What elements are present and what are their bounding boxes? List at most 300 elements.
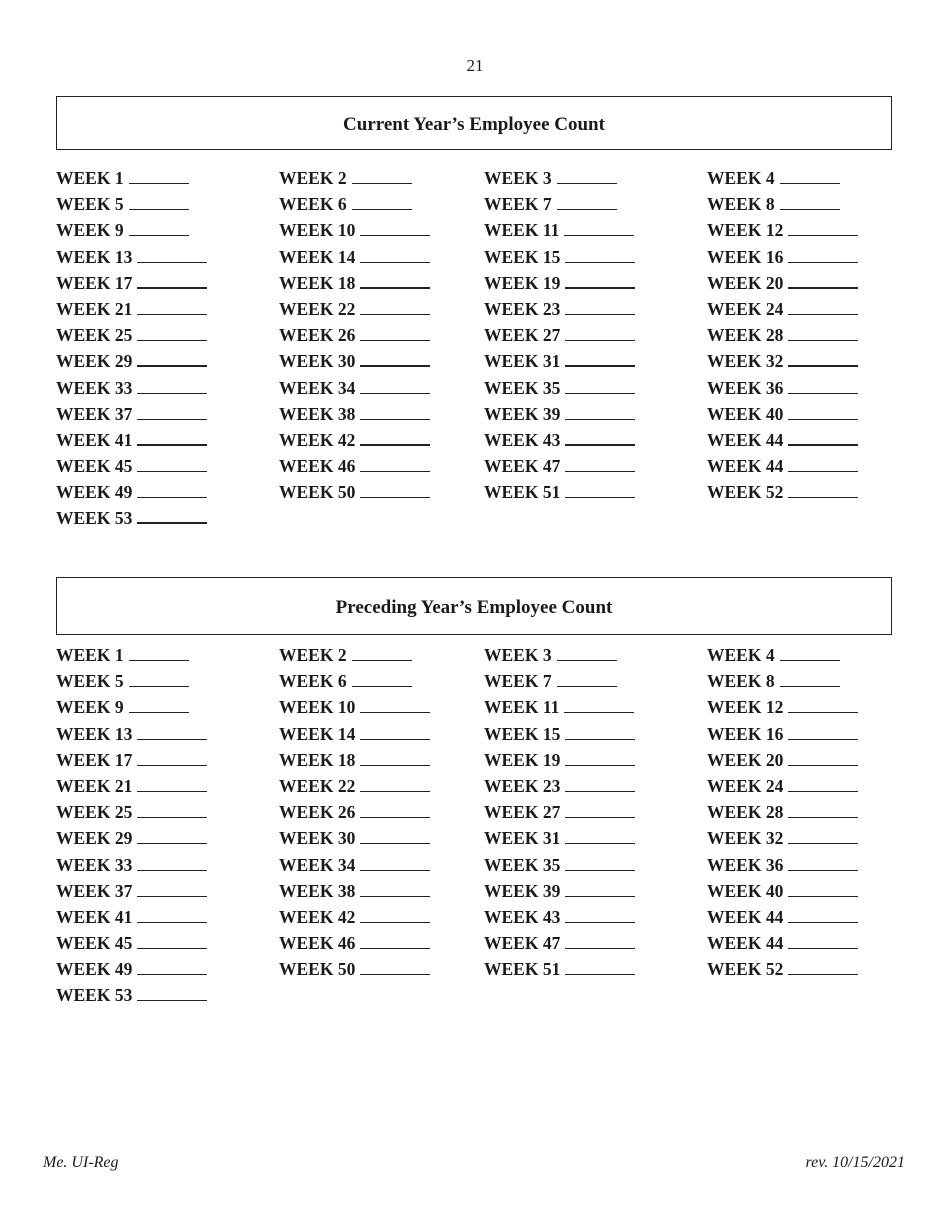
week-count-blank-line[interactable]	[565, 921, 635, 923]
week-label: WEEK 49	[56, 959, 133, 980]
week-count-blank-line[interactable]	[788, 364, 858, 367]
week-count-blank-line[interactable]	[352, 182, 412, 184]
week-label: WEEK 20	[707, 749, 784, 770]
week-label: WEEK 27	[484, 802, 561, 823]
week-entry	[56, 749, 207, 771]
week-label: WEEK 12	[707, 697, 784, 718]
week-row	[56, 377, 936, 403]
week-entry	[56, 507, 207, 529]
week-label: WEEK 26	[279, 802, 356, 823]
week-entry	[707, 298, 858, 320]
week-label: WEEK 33	[56, 377, 133, 398]
week-entry	[707, 193, 840, 215]
form-id-footer: Me. UI-Reg	[43, 1154, 119, 1171]
week-label: WEEK 1	[56, 645, 124, 665]
week-entry	[707, 696, 858, 718]
week-count-blank-line[interactable]	[129, 208, 189, 210]
week-entry	[707, 403, 858, 425]
week-label: WEEK 19	[484, 749, 561, 770]
week-count-blank-line[interactable]	[137, 764, 207, 766]
week-label: WEEK 42	[279, 429, 356, 450]
week-count-blank-line[interactable]	[780, 208, 840, 210]
week-count-blank-line[interactable]	[565, 869, 635, 871]
week-label: WEEK 39	[484, 403, 561, 424]
week-count-blank-line[interactable]	[360, 364, 430, 367]
week-row	[56, 932, 936, 958]
week-label: WEEK 19	[484, 272, 561, 293]
week-entry	[56, 377, 207, 399]
week-row	[56, 298, 936, 324]
week-label: WEEK 46	[279, 456, 356, 477]
week-entry	[279, 377, 430, 399]
week-entry	[484, 219, 634, 241]
week-label: WEEK 13	[56, 246, 133, 267]
week-count-blank-line[interactable]	[360, 738, 430, 740]
week-entry	[707, 854, 858, 876]
week-count-blank-line[interactable]	[788, 790, 858, 792]
week-entry	[56, 644, 189, 666]
week-count-blank-line[interactable]	[788, 816, 858, 818]
week-entry	[707, 481, 858, 503]
week-entry	[279, 350, 430, 372]
week-count-blank-line[interactable]	[788, 947, 858, 949]
week-count-blank-line[interactable]	[360, 895, 430, 897]
week-count-blank-line[interactable]	[137, 921, 207, 923]
week-label: WEEK 39	[484, 880, 561, 901]
week-label: WEEK 40	[707, 880, 784, 901]
current-year-week-grid	[56, 167, 936, 534]
week-entry	[56, 854, 207, 876]
week-label: WEEK 36	[707, 854, 784, 875]
week-label: WEEK 32	[707, 351, 784, 372]
week-count-blank-line[interactable]	[565, 790, 635, 792]
week-label: WEEK 10	[279, 220, 356, 241]
week-entry	[707, 272, 858, 294]
week-label: WEEK 16	[707, 246, 784, 267]
week-count-blank-line[interactable]	[129, 685, 189, 687]
week-count-blank-line[interactable]	[137, 418, 207, 420]
week-label: WEEK 49	[56, 482, 133, 503]
week-count-blank-line[interactable]	[137, 738, 207, 740]
week-entry	[56, 193, 189, 215]
week-row	[56, 455, 936, 481]
week-label: WEEK 21	[56, 775, 133, 796]
week-count-blank-line[interactable]	[137, 999, 207, 1001]
week-label: WEEK 14	[279, 246, 356, 267]
week-count-blank-line[interactable]	[360, 816, 430, 818]
week-row	[56, 350, 936, 376]
current-year-section-title: Current Year’s Employee Count	[56, 96, 892, 150]
week-label: WEEK 4	[707, 168, 775, 188]
week-label: WEEK 24	[707, 775, 784, 796]
week-count-blank-line[interactable]	[557, 208, 617, 210]
week-entry	[279, 429, 430, 451]
week-label: WEEK 44	[707, 456, 784, 477]
week-label: WEEK 35	[484, 854, 561, 875]
week-label: WEEK 25	[56, 802, 133, 823]
week-entry	[56, 481, 207, 503]
week-count-blank-line[interactable]	[788, 496, 858, 498]
week-count-blank-line[interactable]	[564, 711, 634, 713]
week-label: WEEK 7	[484, 671, 552, 692]
week-count-blank-line[interactable]	[360, 869, 430, 871]
week-entry	[484, 429, 635, 451]
week-entry	[56, 723, 207, 745]
week-label: WEEK 17	[56, 272, 133, 293]
week-label: WEEK 50	[279, 959, 356, 980]
week-count-blank-line[interactable]	[557, 182, 617, 184]
week-entry	[484, 749, 635, 771]
week-entry	[707, 219, 858, 241]
week-entry	[707, 906, 858, 928]
week-entry	[279, 749, 430, 771]
week-label: WEEK 30	[279, 351, 356, 372]
week-count-blank-line[interactable]	[360, 313, 430, 315]
week-entry	[56, 403, 207, 425]
week-label: WEEK 2	[279, 645, 347, 665]
week-entry	[279, 696, 430, 718]
week-row	[56, 193, 936, 219]
week-entry	[56, 958, 207, 980]
week-count-blank-line[interactable]	[557, 685, 617, 687]
week-count-blank-line[interactable]	[137, 816, 207, 818]
week-count-blank-line[interactable]	[788, 470, 858, 472]
week-label: WEEK 32	[707, 828, 784, 849]
week-entry	[707, 377, 858, 399]
week-entry	[707, 827, 858, 849]
week-entry	[279, 644, 412, 666]
week-count-blank-line[interactable]	[137, 973, 207, 975]
week-label: WEEK 31	[484, 828, 561, 849]
week-entry	[56, 298, 207, 320]
week-label: WEEK 11	[484, 220, 560, 241]
week-row	[56, 854, 936, 880]
week-count-blank-line[interactable]	[137, 470, 207, 472]
week-entry	[279, 481, 430, 503]
week-label: WEEK 42	[279, 906, 356, 927]
week-count-blank-line[interactable]	[360, 947, 430, 949]
week-count-blank-line[interactable]	[137, 869, 207, 871]
week-count-blank-line[interactable]	[788, 869, 858, 871]
week-label: WEEK 16	[707, 723, 784, 744]
week-label: WEEK 11	[484, 697, 560, 718]
week-count-blank-line[interactable]	[137, 443, 207, 446]
week-count-blank-line[interactable]	[137, 496, 207, 498]
week-label: WEEK 44	[707, 933, 784, 954]
week-label: WEEK 5	[56, 194, 124, 215]
week-entry	[56, 932, 207, 954]
week-entry	[279, 193, 412, 215]
week-label: WEEK 52	[707, 959, 784, 980]
week-count-blank-line[interactable]	[565, 286, 635, 289]
week-count-blank-line[interactable]	[129, 711, 189, 713]
week-count-blank-line[interactable]	[780, 659, 840, 661]
week-count-blank-line[interactable]	[565, 842, 635, 844]
week-count-blank-line[interactable]	[565, 496, 635, 498]
week-entry	[484, 644, 617, 666]
week-label: WEEK 6	[279, 671, 347, 692]
week-label: WEEK 17	[56, 749, 133, 770]
week-label: WEEK 34	[279, 377, 356, 398]
week-label: WEEK 28	[707, 802, 784, 823]
week-count-blank-line[interactable]	[360, 496, 430, 498]
week-label: WEEK 44	[707, 906, 784, 927]
week-entry	[484, 723, 635, 745]
week-count-blank-line[interactable]	[788, 764, 858, 766]
week-count-blank-line[interactable]	[360, 790, 430, 792]
week-row	[56, 403, 936, 429]
week-count-blank-line[interactable]	[565, 443, 635, 446]
week-count-blank-line[interactable]	[137, 261, 207, 263]
week-count-blank-line[interactable]	[564, 234, 634, 236]
week-count-blank-line[interactable]	[129, 659, 189, 661]
week-entry	[484, 696, 634, 718]
week-count-blank-line[interactable]	[137, 842, 207, 844]
week-label: WEEK 20	[707, 272, 784, 293]
week-entry	[707, 670, 840, 692]
week-label: WEEK 26	[279, 325, 356, 346]
week-count-blank-line[interactable]	[360, 470, 430, 472]
week-label: WEEK 36	[707, 377, 784, 398]
week-entry	[484, 932, 635, 954]
preceding-year-week-grid	[56, 644, 936, 1011]
week-count-blank-line[interactable]	[565, 339, 635, 341]
week-count-blank-line[interactable]	[565, 895, 635, 897]
week-label: WEEK 27	[484, 325, 561, 346]
week-count-blank-line[interactable]	[780, 685, 840, 687]
week-count-blank-line[interactable]	[780, 182, 840, 184]
week-entry	[707, 749, 858, 771]
week-entry	[279, 906, 430, 928]
week-entry	[56, 984, 207, 1006]
week-entry	[707, 167, 840, 189]
week-count-blank-line[interactable]	[360, 921, 430, 923]
week-label: WEEK 9	[56, 697, 124, 718]
week-count-blank-line[interactable]	[565, 418, 635, 420]
week-label: WEEK 45	[56, 456, 133, 477]
week-entry	[56, 696, 189, 718]
week-label: WEEK 21	[56, 298, 133, 319]
week-count-blank-line[interactable]	[565, 470, 635, 472]
week-label: WEEK 35	[484, 377, 561, 398]
week-row	[56, 429, 936, 455]
week-label: WEEK 29	[56, 828, 133, 849]
week-row	[56, 984, 936, 1010]
week-count-blank-line[interactable]	[565, 816, 635, 818]
week-entry	[279, 670, 412, 692]
week-label: WEEK 52	[707, 482, 784, 503]
week-row	[56, 219, 936, 245]
week-label: WEEK 38	[279, 880, 356, 901]
week-entry	[56, 246, 207, 268]
week-label: WEEK 12	[707, 220, 784, 241]
week-count-blank-line[interactable]	[360, 973, 430, 975]
week-count-blank-line[interactable]	[137, 895, 207, 897]
week-label: WEEK 47	[484, 933, 561, 954]
week-entry	[279, 324, 430, 346]
week-entry	[484, 455, 635, 477]
week-count-blank-line[interactable]	[788, 443, 858, 446]
week-row	[56, 507, 936, 533]
week-entry	[56, 219, 189, 241]
week-count-blank-line[interactable]	[360, 286, 430, 289]
week-entry	[484, 246, 635, 268]
week-count-blank-line[interactable]	[352, 685, 412, 687]
week-entry	[484, 193, 617, 215]
week-row	[56, 723, 936, 749]
week-count-blank-line[interactable]	[137, 521, 207, 524]
week-label: WEEK 45	[56, 933, 133, 954]
week-count-blank-line[interactable]	[129, 182, 189, 184]
week-count-blank-line[interactable]	[352, 208, 412, 210]
week-label: WEEK 15	[484, 246, 561, 267]
week-label: WEEK 33	[56, 854, 133, 875]
week-entry	[484, 775, 635, 797]
week-label: WEEK 7	[484, 194, 552, 215]
week-entry	[484, 801, 635, 823]
week-count-blank-line[interactable]	[137, 790, 207, 792]
week-entry	[279, 801, 430, 823]
week-count-blank-line[interactable]	[129, 234, 189, 236]
week-count-blank-line[interactable]	[360, 711, 430, 713]
week-entry	[484, 350, 635, 372]
week-count-blank-line[interactable]	[565, 764, 635, 766]
week-label: WEEK 8	[707, 671, 775, 692]
week-entry	[279, 723, 430, 745]
week-entry	[484, 377, 635, 399]
week-label: WEEK 18	[279, 749, 356, 770]
week-entry	[279, 219, 430, 241]
week-count-blank-line[interactable]	[360, 443, 430, 446]
week-entry	[56, 350, 207, 372]
week-entry	[484, 167, 617, 189]
week-label: WEEK 23	[484, 298, 561, 319]
week-label: WEEK 2	[279, 168, 347, 188]
week-entry	[707, 775, 858, 797]
week-entry	[707, 455, 858, 477]
week-count-blank-line[interactable]	[360, 764, 430, 766]
week-entry	[279, 827, 430, 849]
week-count-blank-line[interactable]	[360, 842, 430, 844]
week-row	[56, 324, 936, 350]
week-label: WEEK 4	[707, 645, 775, 665]
week-count-blank-line[interactable]	[137, 286, 207, 289]
week-count-blank-line[interactable]	[360, 261, 430, 263]
week-count-blank-line[interactable]	[788, 313, 858, 315]
week-row	[56, 880, 936, 906]
week-count-blank-line[interactable]	[565, 738, 635, 740]
week-label: WEEK 23	[484, 775, 561, 796]
week-count-blank-line[interactable]	[137, 947, 207, 949]
week-label: WEEK 22	[279, 298, 356, 319]
week-count-blank-line[interactable]	[352, 659, 412, 661]
week-label: WEEK 3	[484, 168, 552, 188]
week-count-blank-line[interactable]	[788, 973, 858, 975]
week-entry	[484, 324, 635, 346]
preceding-year-section-title: Preceding Year’s Employee Count	[56, 577, 892, 635]
week-label: WEEK 53	[56, 508, 133, 529]
week-count-blank-line[interactable]	[565, 947, 635, 949]
week-entry	[707, 801, 858, 823]
week-entry	[707, 429, 858, 451]
week-entry	[279, 272, 430, 294]
week-row	[56, 801, 936, 827]
week-count-blank-line[interactable]	[557, 659, 617, 661]
week-row	[56, 481, 936, 507]
week-count-blank-line[interactable]	[788, 234, 858, 236]
week-count-blank-line[interactable]	[788, 842, 858, 844]
week-count-blank-line[interactable]	[788, 339, 858, 341]
week-count-blank-line[interactable]	[788, 392, 858, 394]
week-count-blank-line[interactable]	[360, 339, 430, 341]
week-entry	[279, 932, 430, 954]
week-label: WEEK 53	[56, 985, 133, 1006]
week-count-blank-line[interactable]	[137, 364, 207, 367]
week-count-blank-line[interactable]	[565, 364, 635, 367]
week-count-blank-line[interactable]	[565, 261, 635, 263]
week-label: WEEK 50	[279, 482, 356, 503]
week-count-blank-line[interactable]	[360, 234, 430, 236]
week-entry	[56, 827, 207, 849]
week-count-blank-line[interactable]	[788, 286, 858, 289]
week-label: WEEK 5	[56, 671, 124, 692]
week-label: WEEK 40	[707, 403, 784, 424]
week-entry	[56, 455, 207, 477]
week-entry	[707, 644, 840, 666]
week-entry	[279, 298, 430, 320]
week-label: WEEK 28	[707, 325, 784, 346]
week-entry	[56, 324, 207, 346]
week-row	[56, 775, 936, 801]
week-count-blank-line[interactable]	[565, 313, 635, 315]
week-entry	[484, 403, 635, 425]
week-entry	[279, 854, 430, 876]
week-label: WEEK 13	[56, 723, 133, 744]
week-label: WEEK 29	[56, 351, 133, 372]
week-label: WEEK 41	[56, 906, 133, 927]
week-label: WEEK 31	[484, 351, 561, 372]
week-row	[56, 644, 936, 670]
week-count-blank-line[interactable]	[137, 339, 207, 341]
week-count-blank-line[interactable]	[137, 313, 207, 315]
week-label: WEEK 10	[279, 697, 356, 718]
week-entry	[279, 775, 430, 797]
week-row	[56, 827, 936, 853]
week-label: WEEK 44	[707, 429, 784, 450]
week-count-blank-line[interactable]	[788, 921, 858, 923]
week-count-blank-line[interactable]	[137, 392, 207, 394]
week-label: WEEK 24	[707, 298, 784, 319]
week-label: WEEK 47	[484, 456, 561, 477]
week-entry	[279, 455, 430, 477]
week-row	[56, 749, 936, 775]
week-count-blank-line[interactable]	[788, 418, 858, 420]
week-entry	[707, 723, 858, 745]
week-entry	[56, 429, 207, 451]
week-count-blank-line[interactable]	[788, 711, 858, 713]
week-count-blank-line[interactable]	[788, 895, 858, 897]
week-count-blank-line[interactable]	[788, 261, 858, 263]
week-count-blank-line[interactable]	[565, 392, 635, 394]
week-row	[56, 696, 936, 722]
week-row	[56, 906, 936, 932]
week-row	[56, 167, 936, 193]
week-label: WEEK 15	[484, 723, 561, 744]
week-count-blank-line[interactable]	[788, 738, 858, 740]
week-count-blank-line[interactable]	[565, 973, 635, 975]
week-count-blank-line[interactable]	[360, 418, 430, 420]
week-count-blank-line[interactable]	[360, 392, 430, 394]
